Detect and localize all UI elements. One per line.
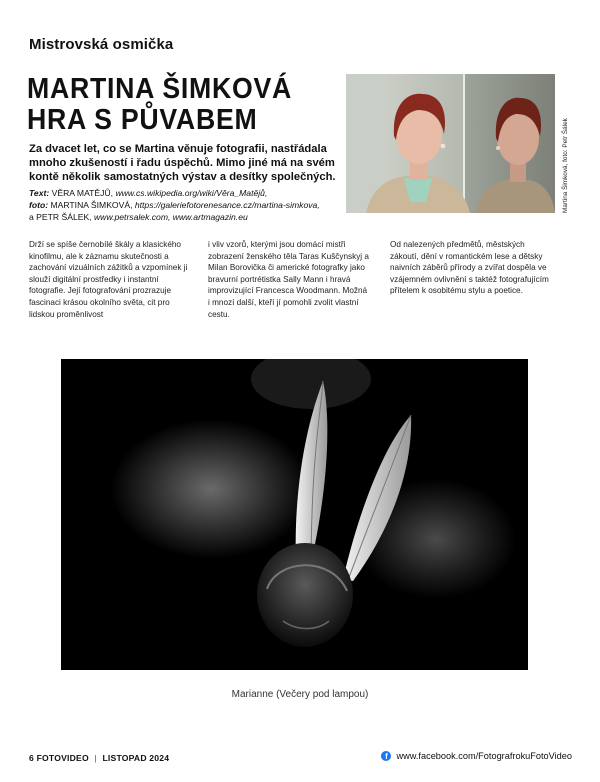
body-column-1: Drží se spíše černobílé škály a klasického kinofilmu, ale k záznamu skutečnosti a zachování vizuálních zážitků a vzpomínek ji slouží digitální prostředky i instantní fotografie. Její fotografování prozrazuje fascinaci krásou okolního světa, cit pro lidskou proměnlivost <box>29 240 188 319</box>
facebook-link[interactable]: www.facebook.com/FotografrokuFotoVideo <box>396 751 572 761</box>
issue-date: LISTOPAD 2024 <box>102 753 170 763</box>
foto-author-2: a PETR ŠÁLEK, <box>29 212 92 222</box>
magazine-name: FOTOVIDEO <box>36 753 89 763</box>
photo-credit-text: Martina Šimková, foto: Petr Šálek <box>562 118 569 213</box>
text-author: VĚRA MATĚJŮ, <box>51 188 114 198</box>
foto-label: foto: <box>29 200 49 210</box>
footer-separator: | <box>94 753 97 763</box>
foto-link[interactable]: https://galeriefotorenesance.cz/martina-simkova, <box>134 200 320 210</box>
main-photo <box>61 359 528 670</box>
section-title: Mistrovská osmička <box>29 36 174 53</box>
foto-author: MARTINA ŠIMKOVÁ, <box>50 200 133 210</box>
body-column-2: i vliv vzorů, kterými jsou domácí mistři zobrazení ženského těla Taras Kuščynskyj a Milan Borovička či americké fotografky jako bravurní portrétistka Sally Mann i hravá improvizující Francesca Woodmann. Možná i mnozí další, kteří jí pomohli zvolit vlastní cestu. <box>208 240 369 319</box>
facebook-icon[interactable]: f <box>381 751 391 761</box>
credits <box>29 187 349 223</box>
footer-left <box>29 753 169 763</box>
body-column-3: Od nalezených předmětů, městských zákoutí, dění v romantickém lese a dětsky naivních záběrů přírody a zvířat dospěla ve vzájemném ovlivnění s taktéž fotografujícím přítelem k osobitému stylu a poetice. <box>390 240 549 296</box>
portrait-photo <box>346 74 555 213</box>
headline-line-1: MARTINA ŠIMKOVÁ <box>27 73 292 105</box>
footer-right <box>381 751 572 761</box>
headline-line-2: HRA S PŮVABEM <box>27 104 258 136</box>
photo-credit <box>562 74 574 213</box>
text-label: Text: <box>29 188 50 198</box>
page-number: 6 <box>29 753 34 763</box>
lead-paragraph: Za dvacet let, co se Martina věnuje fotografii, nastřádala mnoho zkušeností i řadu úspěchů. Mimo jiné má na svém kontě několik samostatných výstav a desítky společných. <box>29 143 336 184</box>
foto-links-2[interactable]: www.petrsalek.com, www.artmagazin.eu <box>93 212 248 222</box>
text-link[interactable]: www.cs.wikipedia.org/wiki/Věra_Matějů, <box>115 188 268 198</box>
headline <box>27 74 321 136</box>
photo-caption: Marianne (Večery pod lampou) <box>231 689 369 700</box>
